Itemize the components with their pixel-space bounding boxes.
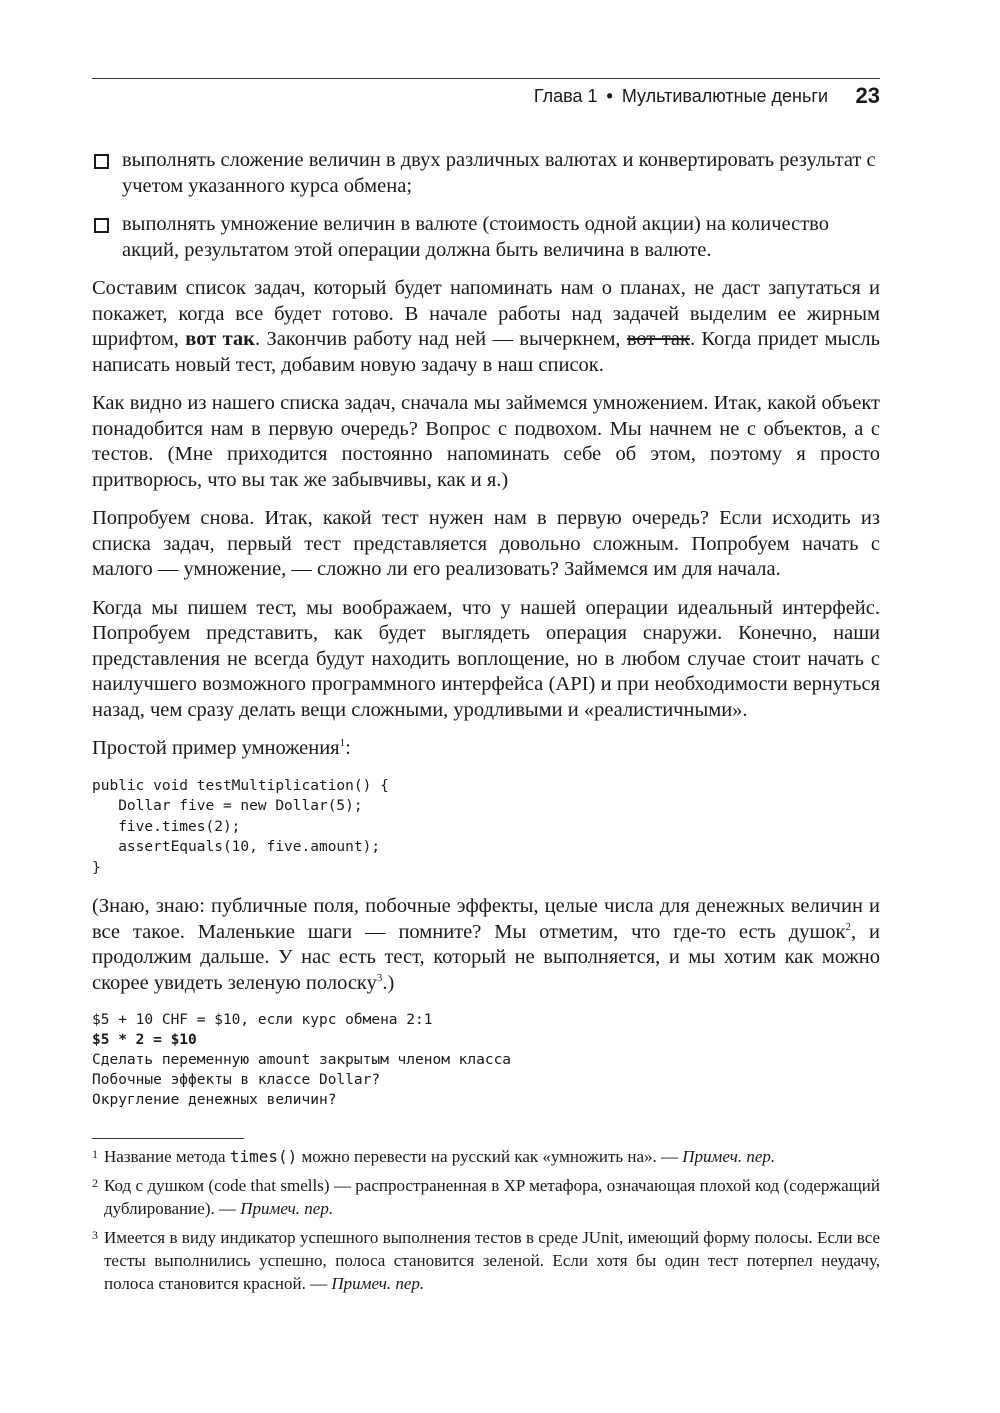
translator-note: Примеч. пер. [682,1147,776,1166]
code-line: } [92,859,101,876]
code-line: five.times(2); [92,818,241,835]
inline-code: times() [229,1147,298,1166]
footnote [92,1174,880,1220]
header-rule [92,78,880,79]
footnote-number: 1 [92,1147,98,1161]
paragraph-multiplication: Как видно из нашего списка задач, сначала мы займемся умножением. Итак, какой объект понадобится нам в первую очередь? Вопрос с подвохом. Мы начнем не с объектов, а с тестов. (Мне приходится постоянно напоминать себе об этом, поэтому я просто притворюсь, что вы так же забывчивы, как и я.) [92,392,880,491]
footnote-ref: 3 [376,971,383,984]
todo-list [92,1010,880,1110]
footnote [92,1226,880,1295]
paragraph-example-intro [92,736,880,762]
header-bullet: • [606,86,613,106]
text: , и продолжим дальше. У нас есть тест, который не выполняется, и мы хотим как можно скорее увидеть зеленую полоску [92,920,880,994]
todo-item: $5 + 10 CHF = $10, если курс обмена 2:1 [92,1012,433,1028]
footnote-rule [92,1138,244,1139]
code-line: public void testMultiplication() { [92,777,389,794]
chapter-label: Глава 1 [533,86,598,106]
footnote-number: 2 [92,1176,98,1190]
chapter-title: Мультивалютные деньги [621,86,828,106]
todo-item: Сделать переменную amount закрытым членом класса [92,1052,512,1068]
code-block [92,776,880,879]
footnote-ref: 1 [339,737,346,750]
bold-example: вот так [185,328,255,350]
paragraph-todo-list [92,276,880,378]
list-item [92,212,880,263]
checkbox-bullet-icon [94,218,109,233]
code-line: assertEquals(10, five.amount); [92,839,381,855]
todo-item-active: $5 * 2 = $10 [92,1032,197,1048]
text: Простой пример умножения [92,737,340,759]
paragraph-i-know [92,894,880,996]
translator-note: Примеч. пер. [240,1199,334,1218]
todo-item: Округление денежных величин? [92,1092,337,1108]
footnotes [92,1138,880,1301]
text: можно перевести на русский как «умножить на». — [297,1147,683,1166]
list-item [92,148,880,199]
paragraph-try-again: Попробуем снова. Итак, какой тест нужен нам в первую очередь? Если исходить из списка задач, первый тест представляется довольно сложным. Попробуем начать с малого — умножение, — сложно ли его реализовать? Займемся им для начала. [92,507,880,580]
paragraph-interface: Когда мы пишем тест, мы воображаем, что у нашей операции идеальный интерфейс. Попробуем представить, как будет выглядеть операция снаружи. Конечно, наши представления не всегда будут находить воплощение, но в любом случае стоит начать с наилучшего возможного программного интерфейса (API) и при необходимости вернуться назад, чем сразу делать вещи сложными, уродливыми и «реалистичными». [92,596,880,721]
main-text [92,148,880,1110]
footnote-number: 3 [92,1228,98,1242]
text: . Когда придет мысль написать новый тест, добавим новую задачу в наш список. [92,328,881,376]
footnote [92,1145,880,1168]
text: : [345,737,351,759]
list-item-text: выполнять умножение величин в валюте (стоимость одной акции) на количество акций, результатом этой операции должна быть величина в валюте. [122,213,829,261]
footnote-ref: 2 [845,920,851,933]
text: Составим список задач, который будет напоминать нам о планах, не даст запутаться и покажет, когда все будет готово. В начале работы над задачей выделим ее жирным шрифтом, [92,277,880,350]
text: Имеется в виду индикатор успешного выполнения тестов в среде JUnit, имеющий форму полосы. Если все тесты выполнились успешно, полоса становится зеленой. Если хотя бы один тест потерпел неудачу, полоса становится красной. — [104,1228,880,1293]
text: (Знаю, знаю: публичные поля, побочные эффекты, целые числа для денежных величин и все такое. Маленькие шаги — помните? Мы отметим, что где-то есть душок [92,895,880,943]
text: Название метода [104,1147,230,1166]
page-number: 23 [855,83,880,108]
translator-note: Примеч. пер. [331,1274,425,1293]
strikethrough-example: вот так [626,328,690,350]
code-line: Dollar five = new Dollar(5); [92,798,363,814]
checkbox-bullet-icon [94,154,109,169]
list-item-text: выполнять сложение величин в двух различных валютах и конвертировать результат с учетом указанного курса обмена; [122,149,876,197]
running-head [534,86,828,107]
todo-item: Побочные эффекты в классе Dollar? [92,1072,381,1088]
text: .) [382,971,395,994]
text: Код с душком (code that smells) — распространенная в XP метафора, означающая плохой код (содержащий дублирование). — [104,1176,880,1218]
text: . Закончив работу над ней — вычеркнем, [254,328,627,350]
